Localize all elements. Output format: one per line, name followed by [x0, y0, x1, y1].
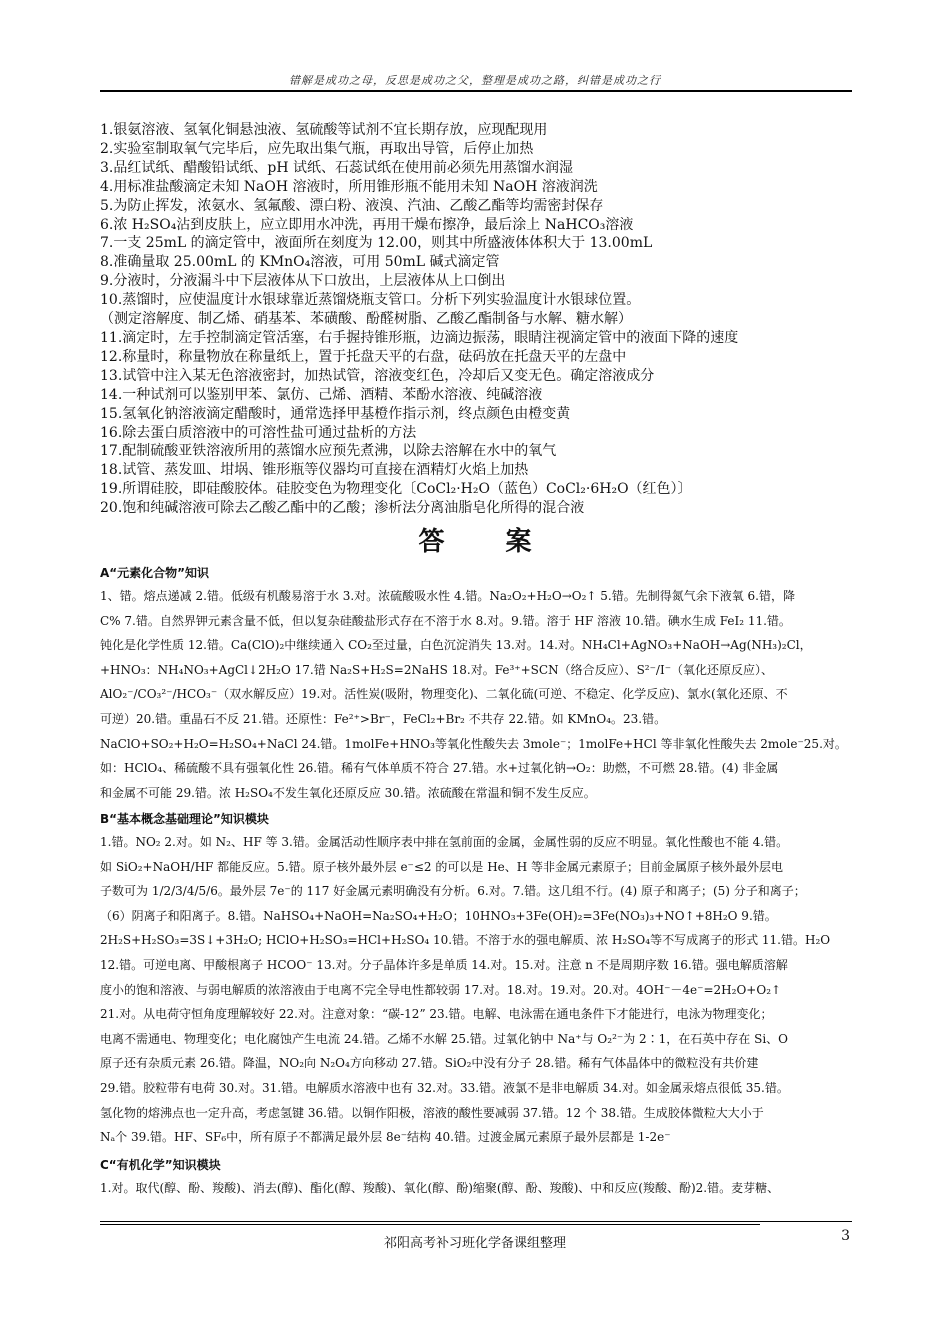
question-line: 3.品红试纸、醋酸铅试纸、pH 试纸、石蕊试纸在使用前必须先用蒸馏水润湿 — [100, 159, 573, 176]
question-line: 12.称量时，称量物放在称量纸上，置于托盘天平的右盘，砝码放在托盘天平的左盘中 — [100, 348, 627, 365]
question-line: 10.蒸馏时，应使温度计水银球靠近蒸馏烧瓶支管口。分析下列实验温度计水银球位置。 — [100, 292, 641, 309]
question-line: （测定溶解度、制乙烯、硝基苯、苯磺酸、酚醛树脂、乙酸乙酯制备与水解、糖水解） — [100, 311, 632, 328]
section-c-body — [100, 1176, 854, 1201]
answer-line: NaClO+SO₂+H₂O=H₂SO₄+NaCl 24.错。1molFe+HNO₃等氧化性酸失去 3mole⁻；1molFe+HCl 等非氧化性酸失去 2mole⁻25.对。 — [100, 736, 847, 751]
question-line: 5.为防止挥发，浓氨水、氢氟酸、漂白粉、液溴、汽油、乙酸乙酯等均需密封保存 — [100, 197, 604, 214]
footer-rule-inner — [100, 1224, 760, 1225]
answer-line: 1.对。取代(醇、酚、羧酸)、消去(醇)、酯化(醇、羧酸)、氧化(醇、酚)缩聚(醇、酚、羧酸)、中和反应(羧酸、酚)2.错。麦芽糖、 — [100, 1181, 780, 1195]
header-motto: 错解是成功之母，反思是成功之父，整理是成功之路，纠错是成功之行 — [289, 74, 661, 87]
answers-section-a — [100, 562, 854, 805]
question-line: 14.一种试剂可以鉴别甲苯、氯仿、己烯、酒精、苯酚水溶液、纯碱溶液 — [100, 386, 543, 403]
answer-line: 1.错。NO₂ 2.对。如 N₂、HF 等 3.错。金属活动性顺序表中排在氢前面的金属，金属性弱的反应不明显。氧化性酸也不能 4.错。 — [100, 835, 789, 849]
answer-line: 和金属不可能 29.错。浓 H₂SO₄不发生氧化还原反应 30.错。浓硫酸在常温和铜不发生反应。 — [100, 785, 596, 800]
answer-line: 如：HClO₄、稀硫酸不具有强氧化性 26.错。稀有气体单质不符合 27.错。水+过氧化钠→O₂：助燃，不可燃 28.错。(4) 非金属 — [100, 761, 779, 776]
answer-line: 如 SiO₂+NaOH/HF 都能反应。5.错。原子核外最外层 e⁻≤2 的可以是 He、H 等非金属元素原子；目前金属原子核外最外层电 — [100, 859, 784, 874]
page-number: 3 — [841, 1228, 850, 1244]
answer-line: 21.对。从电荷守恒角度理解较好 22.对。注意对象：“碳-12” 23.错。电解、电泳需在通电条件下才能进行，电泳为物理变化； — [100, 1007, 773, 1022]
answer-line: 原子还有杂质元素 26.错。降温，NO₂向 N₂O₄方向移动 27.错。SiO₂中没有分子 28.错。稀有气体晶体中的微粒没有共价建 — [100, 1056, 759, 1071]
answer-line: 2H₂S+H₂SO₃=3S↓+3H₂O; HClO+H₂SO₃=HCl+H₂SO₄ 10.错。不溶于水的强电解质、浓 H₂SO₄等不写成离子的形式 11.错。H₂O — [100, 933, 831, 948]
answers-section-b — [100, 808, 854, 1150]
question-line: 11.滴定时，左手控制滴定管活塞，右手握持锥形瓶，边滴边振荡，眼睛注视滴定管中的液面下降的速度 — [100, 329, 739, 346]
answer-line: 子数可为 1/2/3/4/5/6。最外层 7e⁻的 117 好金属元素明确没有分析。6.对。7.错。这几组不行。(4) 原子和离子；(5) 分子和离子； — [100, 884, 806, 899]
question-line: 7.一支 25mL 的滴定管中，液面所在刻度为 12.00，则其中所盛液体体积大于 13.00mL — [100, 235, 653, 252]
section-a-body — [100, 584, 854, 805]
question-list — [100, 121, 854, 518]
question-line: 9.分液时，分液漏斗中下层液体从下口放出，上层液体从上口倒出 — [100, 273, 506, 290]
answer-line: 电离不需通电、物理变化；电化腐蚀产生电流 24.错。乙烯不水解 25.错。过氧化钠中 Na⁺与 O₂²⁻为 2∶1，在石英中存在 Si、O — [100, 1031, 789, 1046]
section-b-body — [100, 830, 854, 1150]
footer-text: 祁阳高考补习班化学备课组整理 — [383, 1236, 566, 1251]
question-line: 13.试管中注入某无色溶液密封，加热试管，溶液变红色，冷却后又变无色。确定溶液成分 — [100, 367, 655, 384]
question-line: 20.饱和纯碱溶液可除去乙酸乙酯中的乙酸；渗析法分离油脂皂化所得的混合液 — [100, 500, 585, 517]
answer-line: Nₐ个 39.错。HF、SF₆中，所有原子不都满足最外层 8e⁻结构 40.错。过渡金属元素原子最外层都是 1-2e⁻ — [100, 1130, 671, 1145]
answer-line: 1、错。熔点递减 2.错。低级有机酸易溶于水 3.对。浓硫酸吸水性 4.错。Na₂O₂+H₂O→O₂↑ 5.错。先制得氮气余下液氧 6.错，降 — [100, 589, 795, 603]
question-line: 15.氢氧化钠溶液滴定醋酸时，通常选择甲基橙作指示剂，终点颜色由橙变黄 — [100, 405, 571, 422]
question-line: 4.用标准盐酸滴定未知 NaOH 溶液时，所用锥形瓶不能用未知 NaOH 溶液润洗 — [100, 178, 598, 195]
answer-line: 12.错。可逆电离、甲酸根离子 HCOO⁻ 13.对。分子晶体许多是单质 14.对。15.对。注意 n 不是周期序数 16.错。强电解质溶解 — [100, 957, 788, 972]
answer-line: 度小的饱和溶液、与弱电解质的浓溶液由于电离不完全导电性都较弱 17.对。18.对。19.对。20.对。4OH⁻－4e⁻=2H₂O+O₂↑ — [100, 982, 782, 997]
question-line: 19.所谓硅胶，即硅酸胶体。硅胶变色为物理变化〔CoCl₂·H₂O（蓝色）CoCl₂·6H₂O（红色）〕 — [100, 481, 692, 498]
answer-line: 钝化是化学性质 12.错。Ca(ClO)₂中继续通入 CO₂至过量，白色沉淀消失 13.对。14.对。NH₄Cl+AgNO₃+NaOH→Ag(NH₃)₂Cl， — [100, 638, 812, 653]
footer-rule — [100, 1221, 852, 1222]
answer-line: C% 7.错。自然界钾元素含量不低，但以复杂硅酸盐形式存在不溶于水 8.对。9.错。溶于 HF 溶液 10.错。碘水生成 FeI₂ 11.错。 — [100, 613, 791, 628]
question-line: 18.试管、蒸发皿、坩埚、锥形瓶等仪器均可直接在酒精灯火焰上加热 — [100, 462, 529, 479]
question-line: 17.配制硫酸亚铁溶液所用的蒸馏水应预先煮沸，以除去溶解在水中的氧气 — [100, 443, 557, 460]
answer-line: 29.错。胶粒带有电荷 30.对。31.错。电解质水溶液中也有 32.对。33.错。液氯不是非电解质 34.对。如金属汞熔点很低 35.错。 — [100, 1080, 789, 1095]
answer-line: 可逆）20.错。重晶石不反 21.错。还原性：Fe²⁺>Br⁻，FeCl₂+Br₂ 不共存 22.错。如 KMnO₄。23.错。 — [100, 711, 667, 726]
question-line: 2.实验室制取氧气完毕后，应先取出集气瓶，再取出导管，后停止加热 — [100, 140, 534, 157]
answers-title: 答 案 — [418, 527, 558, 557]
section-c-heading: C“有机化学”知识模块 — [100, 1158, 221, 1172]
answers-section-c — [100, 1154, 854, 1201]
question-line: 1.银氨溶液、氢氧化铜悬浊液、氢硫酸等试剂不宜长期存放，应现配现用 — [100, 122, 548, 138]
section-a-heading: A“元素化合物”知识 — [100, 566, 210, 580]
question-line: 16.除去蛋白质溶液中的可溶性盐可通过盐析的方法 — [100, 424, 417, 441]
header-rule — [100, 90, 852, 92]
question-line: 6.浓 H₂SO₄沾到皮肤上，应立即用水冲洗，再用干燥布擦净，最后涂上 NaHCO₃溶液 — [100, 216, 634, 233]
answer-line: 氢化物的熔沸点也一定升高，考虑氢键 36.错。以铜作阳极，溶液的酸性要减弱 37.错。12 个 38.错。生成胶体微粒大大小于 — [100, 1105, 764, 1120]
question-line: 8.准确量取 25.00mL 的 KMnO₄溶液，可用 50mL 碱式滴定管 — [100, 254, 500, 271]
answer-line: （6）阴离子和阳离子。8.错。NaHSO₄+NaOH=Na₂SO₄+H₂O；10HNO₃+3Fe(OH)₂=3Fe(NO₃)₃+NO↑+8H₂O 9.错。 — [100, 908, 777, 923]
section-b-heading: B“基本概念基础理论”知识模块 — [100, 812, 269, 826]
answer-line: AlO₂⁻/CO₃²⁻/HCO₃⁻（双水解反应）19.对。活性炭(吸附，物理变化)、二氧化硫(可逆、不稳定、化学反应)、氯水(氧化还原、不 — [100, 687, 788, 702]
answer-line: +HNO₃：NH₄NO₃+AgCl↓2H₂O 17.错 Na₂S+H₂S=2NaHS 18.对。Fe³⁺+SCN（络合反应）、S²⁻/I⁻（氧化还原反应）、 — [100, 662, 774, 677]
